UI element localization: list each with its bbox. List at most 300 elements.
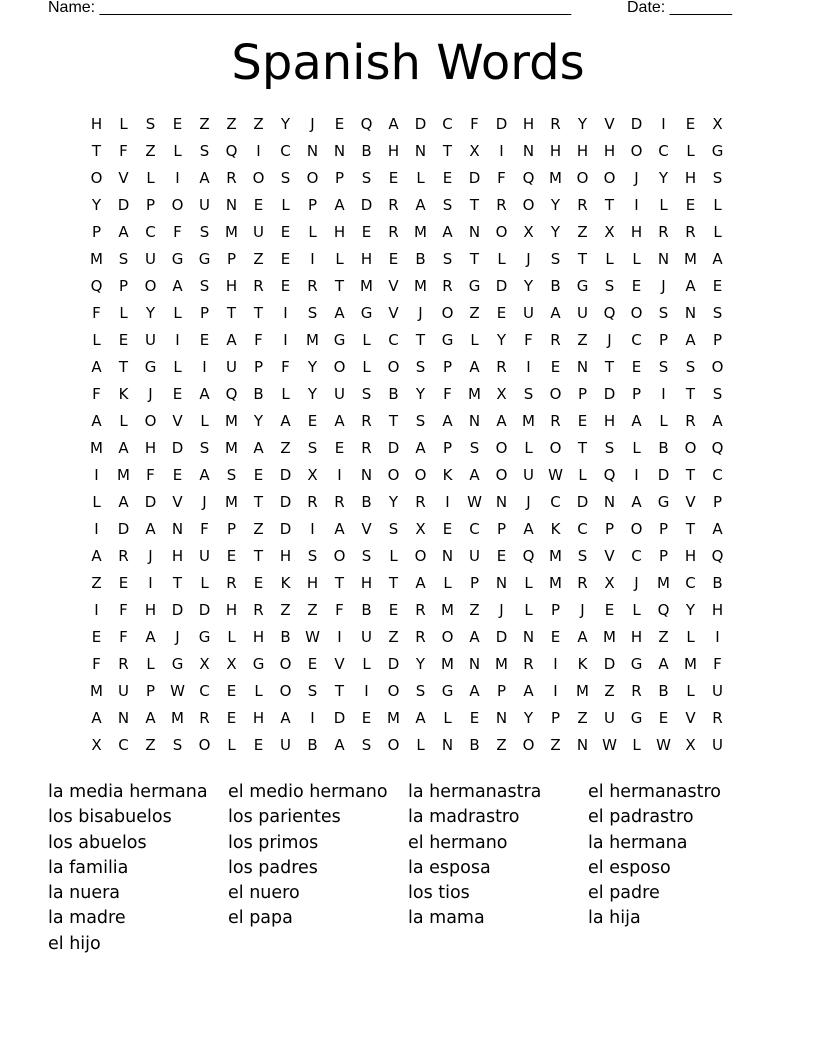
grid-letter: I — [310, 520, 315, 538]
grid-letter: J — [526, 493, 531, 511]
grid-letter: S — [604, 439, 615, 457]
grid-letter: T — [334, 682, 345, 700]
grid-letter: S — [199, 277, 210, 295]
grid-letter: A — [712, 412, 723, 430]
grid-letter: R — [334, 493, 345, 511]
grid-letter: R — [658, 223, 669, 241]
word-list-item: los parientes — [228, 807, 341, 828]
grid-letter: M — [225, 412, 238, 430]
grid-letter: N — [495, 493, 508, 511]
grid-letter: Y — [685, 601, 696, 619]
grid-letter: J — [148, 385, 153, 403]
grid-letter: Y — [307, 385, 318, 403]
grid-letter: P — [496, 520, 507, 538]
grid-letter: R — [523, 655, 534, 673]
grid-letter: E — [550, 628, 561, 646]
grid-letter: E — [685, 115, 696, 133]
grid-letter: H — [684, 169, 697, 187]
grid-letter: F — [497, 169, 506, 187]
grid-letter: S — [577, 547, 588, 565]
grid-letter: F — [119, 628, 128, 646]
grid-letter: Z — [91, 574, 102, 592]
grid-letter: D — [414, 115, 427, 133]
grid-row — [83, 545, 733, 572]
grid-letter: A — [631, 493, 642, 511]
grid-letter: A — [118, 493, 129, 511]
grid-letter: N — [171, 520, 184, 538]
grid-letter: A — [631, 412, 642, 430]
grid-letter: K — [550, 520, 561, 538]
grid-letter: N — [441, 547, 454, 565]
grid-letter: L — [659, 196, 668, 214]
grid-letter: O — [144, 412, 157, 430]
grid-letter: C — [145, 223, 156, 241]
grid-letter: U — [577, 304, 588, 322]
grid-letter: L — [632, 601, 641, 619]
grid-letter: M — [522, 412, 535, 430]
grid-letter: Z — [577, 223, 588, 241]
grid-letter: R — [253, 277, 264, 295]
grid-letter: D — [603, 655, 616, 673]
grid-letter: S — [118, 250, 129, 268]
grid-letter: V — [604, 115, 615, 133]
grid-letter: L — [443, 574, 452, 592]
grid-letter: U — [145, 331, 156, 349]
grid-letter: F — [443, 385, 452, 403]
grid-letter: C — [550, 493, 561, 511]
grid-letter: D — [279, 493, 292, 511]
grid-letter: L — [578, 466, 587, 484]
grid-letter: Z — [145, 142, 156, 160]
grid-letter: N — [441, 736, 454, 754]
grid-letter: Z — [280, 601, 291, 619]
grid-letter: J — [526, 250, 531, 268]
word-list-item: la media hermana — [48, 782, 208, 802]
grid-letter: P — [658, 520, 669, 538]
grid-letter: R — [496, 358, 507, 376]
grid-letter: L — [254, 682, 263, 700]
grid-letter: S — [199, 439, 210, 457]
grid-letter: T — [334, 277, 345, 295]
grid-letter: O — [279, 655, 292, 673]
grid-letter: H — [252, 709, 265, 727]
grid-letter: A — [145, 709, 156, 727]
grid-letter: G — [198, 250, 211, 268]
grid-letter: O — [495, 223, 508, 241]
grid-letter: Q — [360, 115, 373, 133]
grid-letter: A — [415, 196, 426, 214]
grid-letter: Y — [550, 223, 561, 241]
word-list-item: los padres — [228, 857, 318, 878]
grid-letter: N — [522, 142, 535, 160]
grid-letter: T — [253, 304, 264, 322]
grid-letter: U — [199, 196, 210, 214]
grid-letter: A — [334, 196, 345, 214]
grid-letter: C — [388, 331, 399, 349]
grid-letter: O — [684, 439, 697, 457]
grid-letter: V — [172, 412, 183, 430]
grid-letter: M — [468, 385, 481, 403]
grid-letter: I — [661, 115, 666, 133]
grid-letter: U — [226, 358, 237, 376]
grid-letter: J — [580, 601, 585, 619]
grid-row — [83, 626, 733, 653]
grid-letter: I — [283, 331, 288, 349]
grid-letter: O — [387, 466, 400, 484]
grid-letter: S — [712, 304, 723, 322]
grid-letter: G — [630, 709, 643, 727]
grid-letter: X — [712, 115, 723, 133]
grid-letter: L — [92, 331, 101, 349]
grid-letter: N — [495, 574, 508, 592]
grid-letter: R — [685, 412, 696, 430]
grid-letter: Y — [577, 115, 588, 133]
grid-letter: T — [469, 196, 480, 214]
grid-letter: B — [388, 385, 399, 403]
grid-letter: V — [388, 304, 399, 322]
grid-letter: Y — [523, 709, 534, 727]
grid-letter: N — [495, 709, 508, 727]
grid-letter: O — [711, 358, 724, 376]
grid-letter: K — [442, 466, 453, 484]
grid-letter: P — [550, 601, 561, 619]
grid-letter: B — [712, 574, 723, 592]
grid-letter: Y — [523, 277, 534, 295]
grid-letter: X — [523, 223, 534, 241]
grid-letter: N — [576, 736, 589, 754]
grid-row — [83, 464, 733, 491]
grid-letter: M — [90, 682, 103, 700]
word-list-item: la madrastro — [408, 807, 520, 828]
grid-letter: U — [712, 736, 723, 754]
grid-letter: O — [90, 169, 103, 187]
grid-letter: A — [91, 547, 102, 565]
grid-letter: M — [387, 709, 400, 727]
grid-letter: C — [631, 331, 642, 349]
grid-letter: N — [333, 142, 346, 160]
grid-letter: L — [362, 331, 371, 349]
grid-letter: T — [685, 466, 696, 484]
grid-row — [83, 329, 733, 356]
grid-letter: L — [362, 655, 371, 673]
word-list-item: la madre — [48, 908, 126, 929]
grid-letter: F — [335, 601, 344, 619]
grid-letter: R — [550, 331, 561, 349]
grid-letter: Y — [280, 115, 291, 133]
grid-letter: L — [227, 736, 236, 754]
grid-letter: M — [684, 655, 697, 673]
grid-letter: F — [713, 655, 722, 673]
grid-letter: I — [634, 196, 639, 214]
grid-letter: I — [310, 709, 315, 727]
grid-letter: C — [577, 520, 588, 538]
grid-letter: I — [499, 142, 504, 160]
grid-row — [83, 275, 733, 302]
grid-letter: B — [361, 142, 372, 160]
grid-letter: A — [91, 358, 102, 376]
grid-letter: O — [549, 439, 562, 457]
grid-letter: O — [387, 682, 400, 700]
grid-letter: M — [225, 439, 238, 457]
grid-letter: E — [361, 709, 372, 727]
grid-letter: U — [253, 223, 264, 241]
grid-letter: X — [604, 223, 615, 241]
grid-letter: M — [306, 331, 319, 349]
grid-letter: N — [468, 655, 481, 673]
grid-letter: L — [146, 655, 155, 673]
grid-letter: S — [307, 547, 318, 565]
grid-letter: L — [389, 547, 398, 565]
grid-letter: I — [175, 169, 180, 187]
grid-letter: A — [388, 115, 399, 133]
grid-letter: A — [172, 277, 183, 295]
grid-letter: Q — [522, 547, 535, 565]
grid-letter: H — [360, 574, 373, 592]
word-list-item: el esposo — [588, 857, 671, 878]
grid-letter: U — [334, 385, 345, 403]
grid-row — [83, 221, 733, 248]
grid-letter: D — [495, 115, 508, 133]
grid-letter: E — [442, 520, 453, 538]
grid-letter: X — [199, 655, 210, 673]
grid-letter: D — [576, 493, 589, 511]
grid-letter: L — [470, 331, 479, 349]
grid-letter: P — [712, 493, 723, 511]
grid-letter: A — [469, 358, 480, 376]
grid-letter: O — [441, 628, 454, 646]
grid-letter: Q — [603, 466, 616, 484]
grid-letter: R — [307, 277, 318, 295]
grid-letter: Z — [145, 736, 156, 754]
grid-letter: V — [172, 493, 183, 511]
grid-letter: V — [685, 493, 696, 511]
grid-letter: X — [685, 736, 696, 754]
grid-letter: A — [334, 412, 345, 430]
word-list-item: el padrastro — [588, 807, 694, 828]
grid-letter: A — [685, 277, 696, 295]
grid-letter: L — [173, 358, 182, 376]
word-list-item: la esposa — [408, 857, 491, 878]
grid-letter: K — [280, 574, 291, 592]
grid-letter: T — [604, 358, 615, 376]
grid-letter: I — [283, 304, 288, 322]
grid-letter: Z — [604, 682, 615, 700]
grid-letter: O — [333, 358, 346, 376]
grid-letter: H — [90, 115, 103, 133]
grid-letter: A — [523, 682, 534, 700]
grid-row — [83, 248, 733, 275]
grid-letter: O — [603, 169, 616, 187]
grid-letter: D — [468, 169, 481, 187]
grid-letter: S — [307, 682, 318, 700]
grid-letter: H — [630, 628, 643, 646]
grid-letter: D — [117, 520, 130, 538]
grid-letter: X — [415, 520, 426, 538]
grid-letter: Y — [145, 304, 156, 322]
grid-letter: U — [280, 736, 291, 754]
grid-letter: M — [225, 493, 238, 511]
word-list-item: la nuera — [48, 883, 121, 904]
grid-letter: S — [712, 385, 723, 403]
grid-letter: E — [253, 574, 264, 592]
grid-letter: G — [144, 358, 157, 376]
grid-letter: P — [658, 331, 669, 349]
grid-letter: L — [308, 223, 317, 241]
grid-letter: T — [253, 547, 264, 565]
grid-letter: A — [334, 736, 345, 754]
grid-letter: P — [496, 682, 507, 700]
grid-letter: L — [659, 412, 668, 430]
grid-letter: V — [361, 520, 372, 538]
grid-letter: L — [335, 250, 344, 268]
grid-letter: A — [253, 439, 264, 457]
grid-letter: B — [280, 628, 291, 646]
grid-letter: C — [199, 682, 210, 700]
grid-letter: N — [225, 196, 238, 214]
grid-letter: O — [414, 547, 427, 565]
grid-letter: E — [280, 277, 291, 295]
grid-letter: P — [604, 520, 615, 538]
grid-letter: H — [576, 142, 589, 160]
grid-row — [83, 437, 733, 464]
grid-letter: A — [442, 223, 453, 241]
grid-letter: E — [226, 709, 237, 727]
grid-letter: B — [658, 439, 669, 457]
grid-letter: T — [469, 250, 480, 268]
grid-letter: A — [199, 385, 210, 403]
grid-letter: T — [388, 574, 399, 592]
grid-letter: H — [225, 277, 238, 295]
grid-letter: W — [170, 682, 185, 700]
grid-letter: E — [631, 277, 642, 295]
grid-letter: G — [171, 250, 184, 268]
grid-letter: M — [684, 250, 697, 268]
word-list-item: la familia — [48, 857, 129, 878]
grid-letter: Z — [199, 115, 210, 133]
grid-letter: E — [280, 223, 291, 241]
grid-letter: A — [415, 709, 426, 727]
grid-letter: M — [225, 223, 238, 241]
grid-letter: Y — [658, 169, 669, 187]
grid-letter: O — [522, 736, 535, 754]
grid-letter: E — [442, 169, 453, 187]
grid-letter: T — [118, 358, 129, 376]
grid-letter: E — [388, 169, 399, 187]
grid-letter: R — [631, 682, 642, 700]
word-list-item: el hermano — [408, 832, 508, 853]
grid-letter: S — [442, 196, 453, 214]
grid-letter: V — [685, 709, 696, 727]
grid-letter: Z — [496, 736, 507, 754]
grid-letter: P — [658, 547, 669, 565]
grid-letter: I — [553, 655, 558, 673]
grid-row — [83, 491, 733, 518]
grid-letter: L — [119, 115, 128, 133]
grid-letter: S — [658, 304, 669, 322]
grid-letter: R — [712, 709, 723, 727]
grid-letter: D — [387, 439, 400, 457]
grid-letter: M — [414, 277, 427, 295]
grid-letter: L — [92, 493, 101, 511]
grid-letter: E — [361, 223, 372, 241]
grid-letter: S — [307, 439, 318, 457]
grid-letter: T — [685, 385, 696, 403]
grid-letter: R — [550, 115, 561, 133]
grid-letter: A — [577, 628, 588, 646]
grid-letter: F — [281, 358, 290, 376]
grid-letter: Z — [307, 601, 318, 619]
grid-letter: P — [442, 439, 453, 457]
grid-letter: E — [712, 277, 723, 295]
grid-letter: P — [118, 277, 129, 295]
grid-letter: T — [415, 331, 426, 349]
grid-letter: Q — [711, 439, 724, 457]
word-list-item: la hija — [588, 908, 641, 929]
grid-letter: E — [685, 196, 696, 214]
grid-letter: E — [172, 115, 183, 133]
grid-letter: D — [171, 439, 184, 457]
grid-letter: E — [253, 466, 264, 484]
grid-letter: E — [172, 466, 183, 484]
grid-letter: K — [577, 655, 588, 673]
grid-letter: E — [280, 250, 291, 268]
grid-letter: O — [414, 466, 427, 484]
grid-letter: I — [337, 628, 342, 646]
grid-letter: A — [199, 169, 210, 187]
grid-letter: A — [118, 223, 129, 241]
grid-row — [83, 113, 733, 140]
grid-letter: R — [442, 277, 453, 295]
grid-letter: H — [711, 601, 724, 619]
grid-letter: I — [310, 250, 315, 268]
grid-letter: S — [712, 169, 723, 187]
grid-letter: P — [469, 574, 480, 592]
word-list-item: el nuero — [228, 883, 300, 904]
grid-letter: X — [226, 655, 237, 673]
grid-letter: P — [577, 385, 588, 403]
grid-letter: R — [496, 196, 507, 214]
grid-letter: L — [119, 304, 128, 322]
grid-letter: E — [172, 385, 183, 403]
grid-letter: G — [360, 304, 373, 322]
grid-letter: F — [92, 304, 101, 322]
grid-letter: T — [91, 142, 102, 160]
grid-letter: R — [118, 547, 129, 565]
grid-row — [83, 599, 733, 626]
grid-letter: A — [469, 682, 480, 700]
grid-letter: A — [712, 250, 723, 268]
grid-letter: M — [441, 601, 454, 619]
grid-letter: A — [145, 520, 156, 538]
grid-letter: O — [198, 736, 211, 754]
word-list-item: los abuelos — [48, 832, 147, 853]
grid-row — [83, 167, 733, 194]
grid-letter: S — [307, 304, 318, 322]
grid-letter: D — [279, 520, 292, 538]
word-list-item: el hermanastro — [588, 782, 722, 802]
grid-letter: D — [657, 466, 670, 484]
grid-letter: Z — [469, 601, 480, 619]
grid-letter: Q — [657, 601, 670, 619]
grid-letter: J — [310, 115, 315, 133]
grid-letter: Z — [658, 628, 669, 646]
grid-letter: R — [361, 439, 372, 457]
grid-letter: O — [630, 304, 643, 322]
grid-letter: A — [226, 331, 237, 349]
grid-letter: E — [658, 709, 669, 727]
word-list-item: la hermanastra — [408, 782, 542, 802]
grid-letter: V — [604, 547, 615, 565]
